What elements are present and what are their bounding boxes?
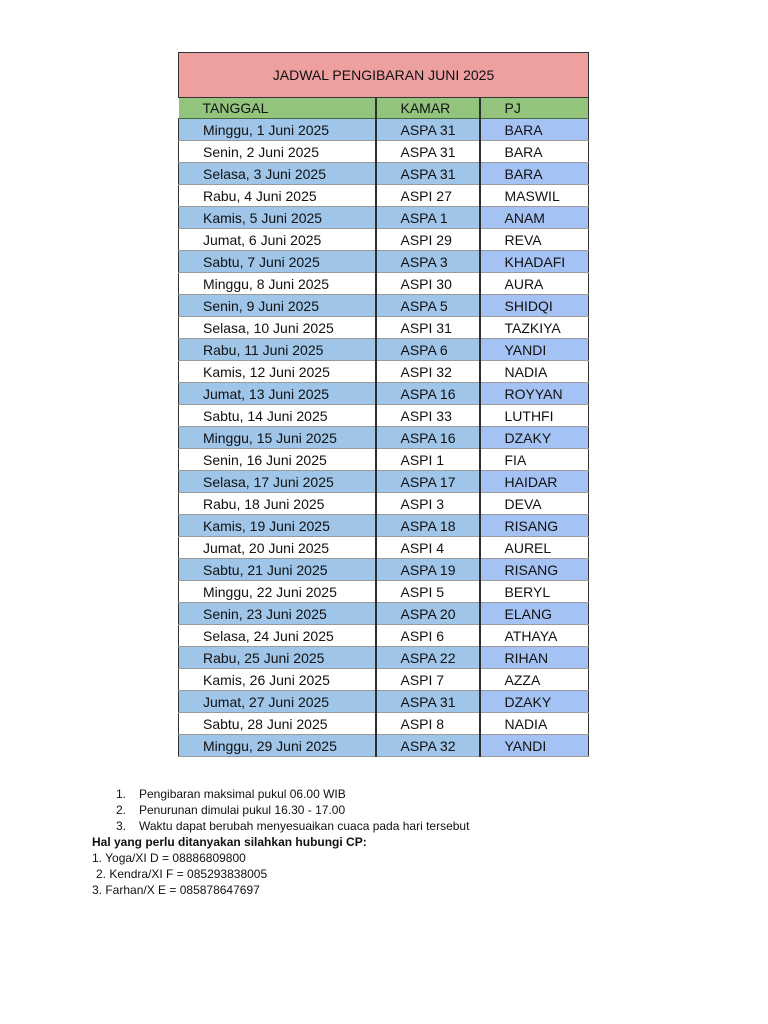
table-row [179, 361, 589, 383]
row-room-cell: ASPI 1 [376, 449, 480, 471]
table-row [179, 119, 589, 141]
row-pj-cell: FIA [480, 449, 589, 471]
contact-title: Hal yang perlu ditanyakan silahkan hubungi CP: [92, 835, 367, 849]
row-date-cell: Selasa, 24 Juni 2025 [179, 625, 376, 647]
row-date-cell: Kamis, 26 Juni 2025 [179, 669, 376, 691]
row-pj-cell: YANDI [480, 339, 589, 361]
row-room-cell: ASPA 31 [376, 691, 480, 713]
row-pj-cell: BARA [480, 163, 589, 185]
row-date-cell: Minggu, 15 Juni 2025 [179, 427, 376, 449]
row-pj-cell: TAZKIYA [480, 317, 589, 339]
table-row [179, 295, 589, 317]
row-date-cell: Sabtu, 21 Juni 2025 [179, 559, 376, 581]
row-pj-cell: DEVA [480, 493, 589, 515]
row-room-cell: ASPA 22 [376, 647, 480, 669]
row-pj-cell: DZAKY [480, 691, 589, 713]
table-row [179, 449, 589, 471]
row-room-cell: ASPI 8 [376, 713, 480, 735]
table-row [179, 185, 589, 207]
row-date-cell: Minggu, 29 Juni 2025 [179, 735, 376, 757]
row-room-cell: ASPA 6 [376, 339, 480, 361]
row-date-cell: Sabtu, 7 Juni 2025 [179, 251, 376, 273]
row-room-cell: ASPA 20 [376, 603, 480, 625]
note-text: Pengibaran maksimal pukul 06.00 WIB [139, 787, 346, 801]
row-pj-cell: BARA [480, 119, 589, 141]
table-row [179, 405, 589, 427]
schedule-table [178, 52, 589, 757]
note-number: 2. [116, 803, 127, 817]
table-row [179, 713, 589, 735]
row-date-cell: Rabu, 25 Juni 2025 [179, 647, 376, 669]
note-number: 3. [116, 819, 127, 833]
row-date-cell: Jumat, 27 Juni 2025 [179, 691, 376, 713]
row-pj-cell: DZAKY [480, 427, 589, 449]
row-room-cell: ASPA 31 [376, 119, 480, 141]
contact-section [92, 834, 367, 898]
row-date-cell: Kamis, 5 Juni 2025 [179, 207, 376, 229]
table-header-row [179, 98, 589, 119]
table-title-row [179, 53, 589, 98]
table-row [179, 251, 589, 273]
table-row [179, 515, 589, 537]
column-header-pj: PJ [480, 98, 589, 119]
row-pj-cell: LUTHFI [480, 405, 589, 427]
row-pj-cell: BERYL [480, 581, 589, 603]
row-date-cell: Kamis, 12 Juni 2025 [179, 361, 376, 383]
row-date-cell: Senin, 9 Juni 2025 [179, 295, 376, 317]
table-row [179, 339, 589, 361]
table-row [179, 581, 589, 603]
row-date-cell: Senin, 2 Juni 2025 [179, 141, 376, 163]
schedule-table-body [179, 53, 589, 757]
note-text: Penurunan dimulai pukul 16.30 - 17.00 [139, 803, 346, 817]
table-row [179, 427, 589, 449]
table-row [179, 691, 589, 713]
row-date-cell: Minggu, 8 Juni 2025 [179, 273, 376, 295]
row-pj-cell: YANDI [480, 735, 589, 757]
table-row [179, 229, 589, 251]
column-header-kamar: KAMAR [376, 98, 480, 119]
table-row [179, 317, 589, 339]
row-date-cell: Jumat, 13 Juni 2025 [179, 383, 376, 405]
note-item [116, 802, 469, 818]
row-date-cell: Minggu, 22 Juni 2025 [179, 581, 376, 603]
row-room-cell: ASPA 5 [376, 295, 480, 317]
row-date-cell: Selasa, 17 Juni 2025 [179, 471, 376, 493]
note-number: 1. [116, 787, 127, 801]
table-row [179, 163, 589, 185]
row-pj-cell: AURA [480, 273, 589, 295]
row-room-cell: ASPA 17 [376, 471, 480, 493]
table-row [179, 207, 589, 229]
table-row [179, 273, 589, 295]
row-date-cell: Rabu, 4 Juni 2025 [179, 185, 376, 207]
row-room-cell: ASPA 3 [376, 251, 480, 273]
row-room-cell: ASPA 18 [376, 515, 480, 537]
row-room-cell: ASPA 16 [376, 427, 480, 449]
row-date-cell: Sabtu, 28 Juni 2025 [179, 713, 376, 735]
table-row [179, 669, 589, 691]
table-row [179, 647, 589, 669]
row-date-cell: Jumat, 20 Juni 2025 [179, 537, 376, 559]
row-room-cell: ASPA 31 [376, 163, 480, 185]
row-room-cell: ASPI 4 [376, 537, 480, 559]
notes-list [116, 786, 469, 834]
column-header-tanggal: TANGGAL [179, 98, 376, 119]
table-row [179, 471, 589, 493]
row-date-cell: Senin, 16 Juni 2025 [179, 449, 376, 471]
row-date-cell: Selasa, 10 Juni 2025 [179, 317, 376, 339]
row-pj-cell: REVA [480, 229, 589, 251]
row-date-cell: Senin, 23 Juni 2025 [179, 603, 376, 625]
row-pj-cell: HAIDAR [480, 471, 589, 493]
table-row [179, 735, 589, 757]
contact-line: 2. Kendra/XI F = 085293838005 [96, 867, 268, 881]
row-pj-cell: BARA [480, 141, 589, 163]
row-room-cell: ASPI 33 [376, 405, 480, 427]
table-row [179, 537, 589, 559]
row-room-cell: ASPI 3 [376, 493, 480, 515]
row-date-cell: Rabu, 18 Juni 2025 [179, 493, 376, 515]
row-room-cell: ASPA 31 [376, 141, 480, 163]
row-pj-cell: KHADAFI [480, 251, 589, 273]
row-room-cell: ASPI 7 [376, 669, 480, 691]
row-date-cell: Kamis, 19 Juni 2025 [179, 515, 376, 537]
contact-line: 1. Yoga/XI D = 08886809800 [92, 851, 246, 865]
row-pj-cell: ELANG [480, 603, 589, 625]
row-room-cell: ASPI 31 [376, 317, 480, 339]
note-item [116, 786, 469, 802]
table-row [179, 625, 589, 647]
row-pj-cell: SHIDQI [480, 295, 589, 317]
row-room-cell: ASPI 29 [376, 229, 480, 251]
note-item [116, 818, 469, 834]
row-pj-cell: RISANG [480, 559, 589, 581]
row-room-cell: ASPI 27 [376, 185, 480, 207]
row-room-cell: ASPA 32 [376, 735, 480, 757]
row-room-cell: ASPA 19 [376, 559, 480, 581]
row-room-cell: ASPA 16 [376, 383, 480, 405]
note-text: Waktu dapat berubah menyesuaikan cuaca pada hari tersebut [139, 819, 470, 833]
row-pj-cell: NADIA [480, 361, 589, 383]
table-row [179, 559, 589, 581]
contact-line: 3. Farhan/X E = 085878647697 [92, 883, 260, 897]
row-date-cell: Selasa, 3 Juni 2025 [179, 163, 376, 185]
row-pj-cell: MASWIL [480, 185, 589, 207]
table-row [179, 383, 589, 405]
row-pj-cell: ROYYAN [480, 383, 589, 405]
row-pj-cell: RIHAN [480, 647, 589, 669]
row-date-cell: Sabtu, 14 Juni 2025 [179, 405, 376, 427]
row-room-cell: ASPA 1 [376, 207, 480, 229]
table-row [179, 603, 589, 625]
row-pj-cell: NADIA [480, 713, 589, 735]
row-date-cell: Minggu, 1 Juni 2025 [179, 119, 376, 141]
row-pj-cell: AUREL [480, 537, 589, 559]
row-date-cell: Rabu, 11 Juni 2025 [179, 339, 376, 361]
row-room-cell: ASPI 30 [376, 273, 480, 295]
row-room-cell: ASPI 5 [376, 581, 480, 603]
row-pj-cell: ANAM [480, 207, 589, 229]
table-row [179, 493, 589, 515]
row-room-cell: ASPI 6 [376, 625, 480, 647]
table-title: JADWAL PENGIBARAN JUNI 2025 [179, 53, 589, 98]
row-date-cell: Jumat, 6 Juni 2025 [179, 229, 376, 251]
table-row [179, 141, 589, 163]
row-pj-cell: ATHAYA [480, 625, 589, 647]
row-pj-cell: AZZA [480, 669, 589, 691]
row-room-cell: ASPI 32 [376, 361, 480, 383]
row-pj-cell: RISANG [480, 515, 589, 537]
